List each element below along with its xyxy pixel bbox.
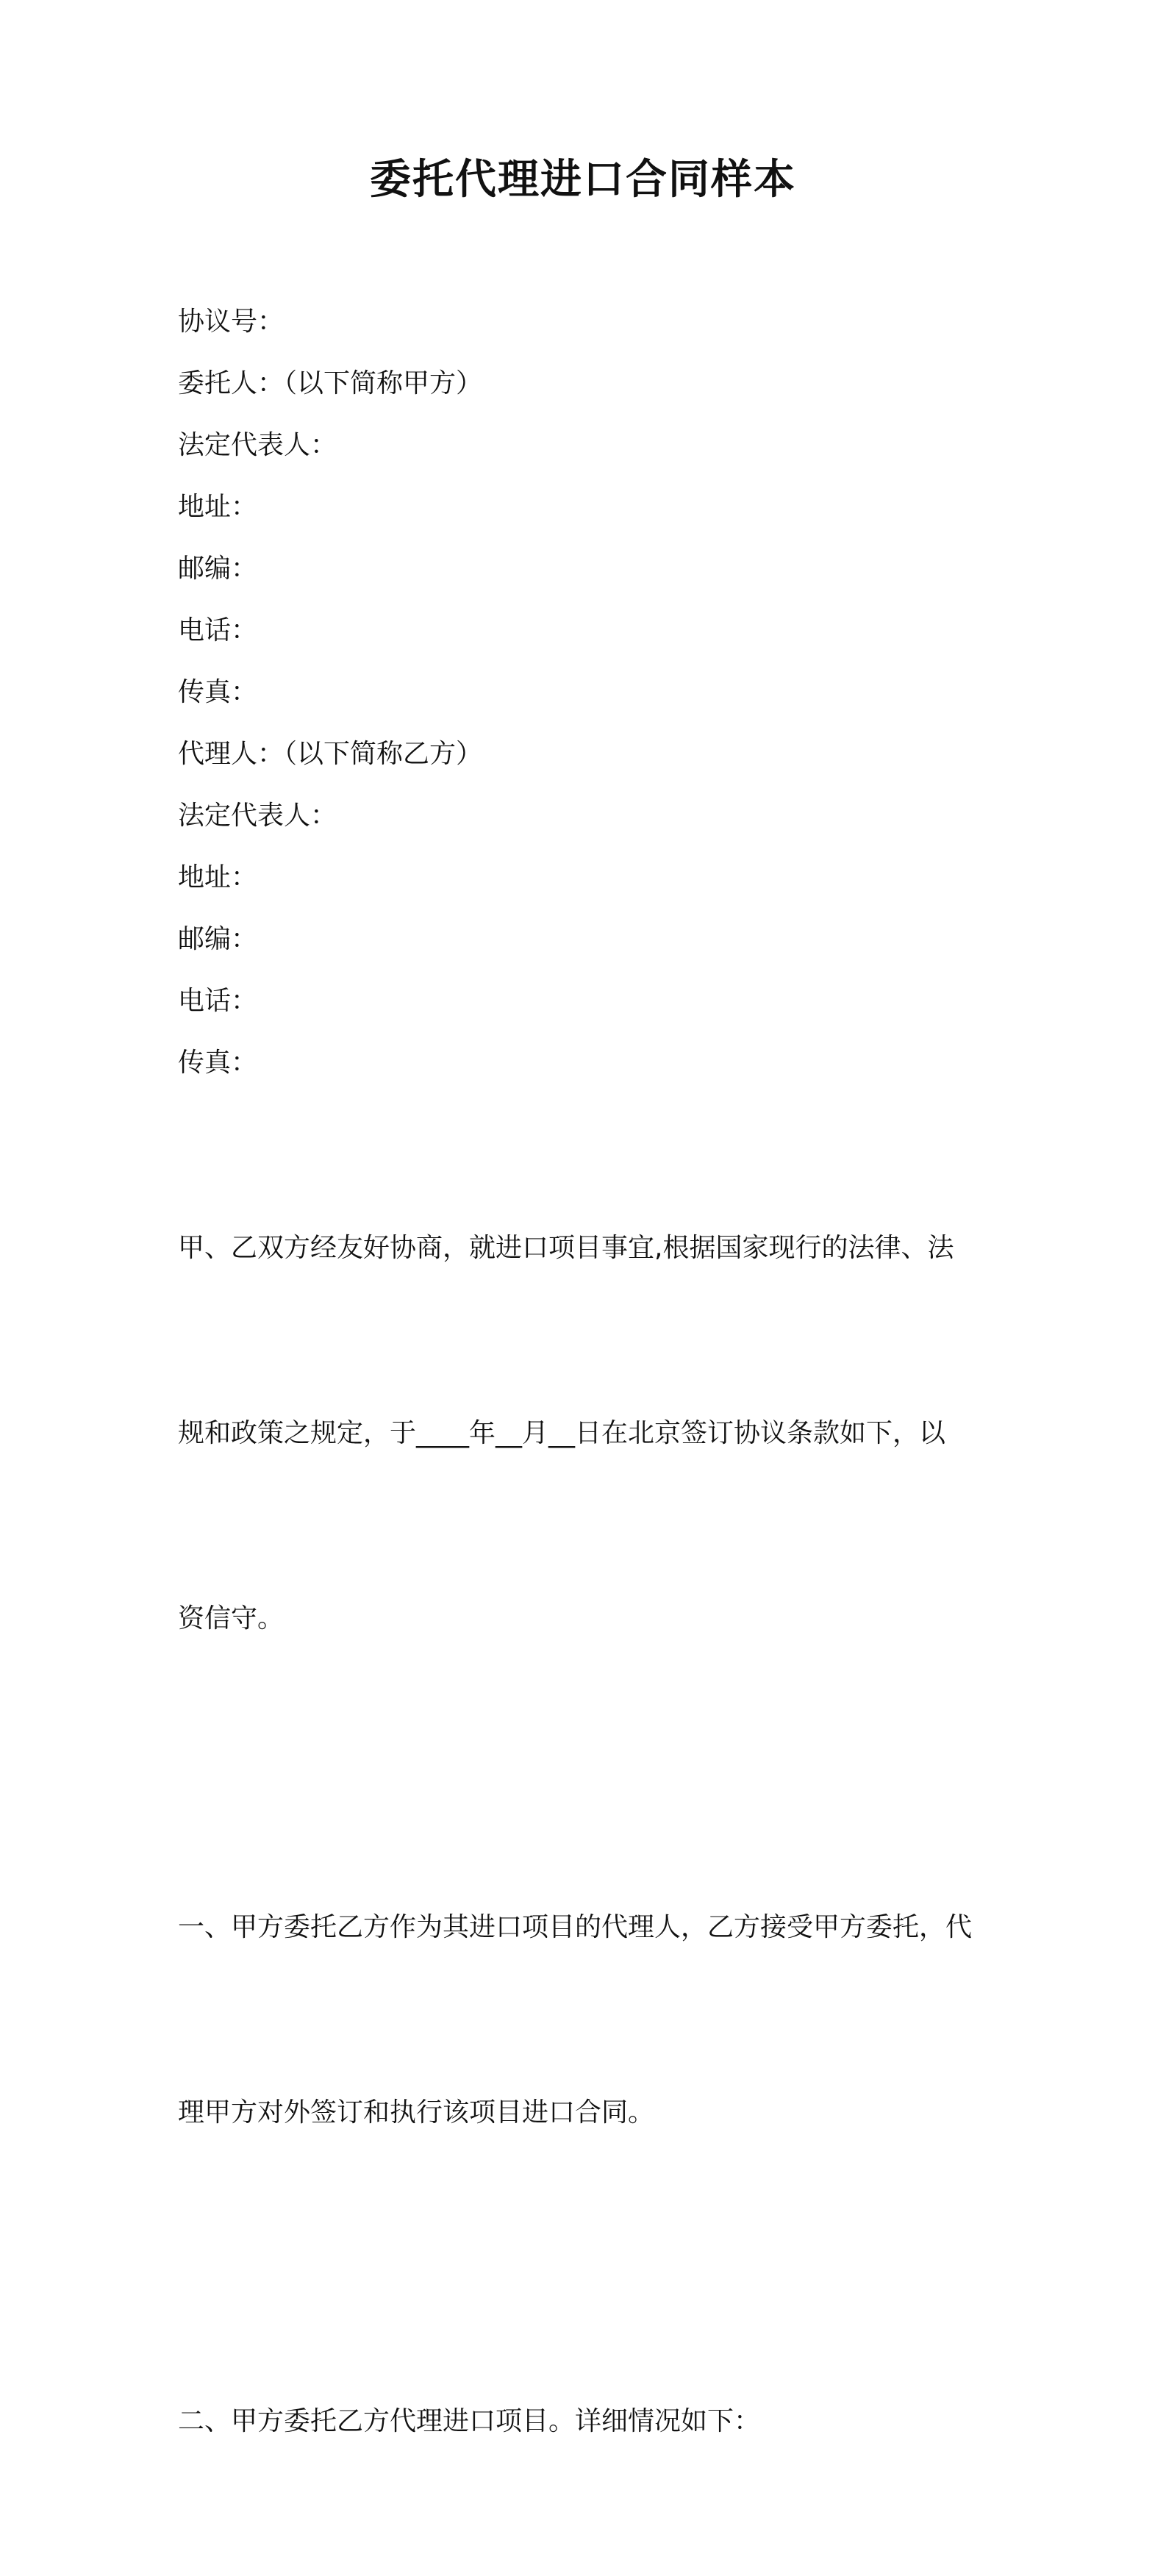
- clause-1-paragraph: [178, 1773, 1001, 2267]
- field-principal: 委托人：（以下简称甲方）: [178, 368, 483, 398]
- field-principal-phone: 电话：: [178, 615, 258, 645]
- document-body: [178, 291, 1001, 2576]
- field-agent-postcode: 邮编：: [178, 924, 258, 954]
- field-agent-legal-rep: 法定代表人：: [178, 801, 337, 831]
- clause-1-line: 一、甲方委托乙方作为其进口项目的代理人，乙方接受甲方委托，代: [178, 1912, 973, 1942]
- field-agent-phone: 电话：: [178, 986, 258, 1016]
- field-agent-fax: 传真：: [178, 1048, 258, 1078]
- field-agreement-number: 协议号：: [178, 307, 285, 337]
- document-title: 委托代理进口合同样本: [370, 156, 796, 204]
- field-principal-legal-rep: 法定代表人：: [178, 430, 337, 460]
- preamble-line: 甲、乙双方经友好协商，就进口项目事宜,根据国家现行的法律、法: [178, 1233, 954, 1263]
- preamble-line: 资信守。: [178, 1603, 285, 1634]
- preamble-line: 规和政策之规定，于____年__月__日在北京签订协议条款如下，以: [178, 1418, 946, 1448]
- clause-2-line: 二、甲方委托乙方代理进口项目。详细情况如下：: [178, 2406, 761, 2436]
- clause-2-paragraph: [178, 2267, 1001, 2576]
- field-agent-address: 地址：: [178, 862, 258, 892]
- field-principal-address: 地址：: [178, 492, 258, 522]
- field-principal-postcode: 邮编：: [178, 554, 258, 584]
- field-agent: 代理人：（以下简称乙方）: [178, 739, 483, 769]
- preamble-paragraph: [178, 1094, 1001, 1773]
- field-principal-fax: 传真：: [178, 677, 258, 707]
- clause-1-line: 理甲方对外签订和执行该项目进口合同。: [178, 2097, 655, 2128]
